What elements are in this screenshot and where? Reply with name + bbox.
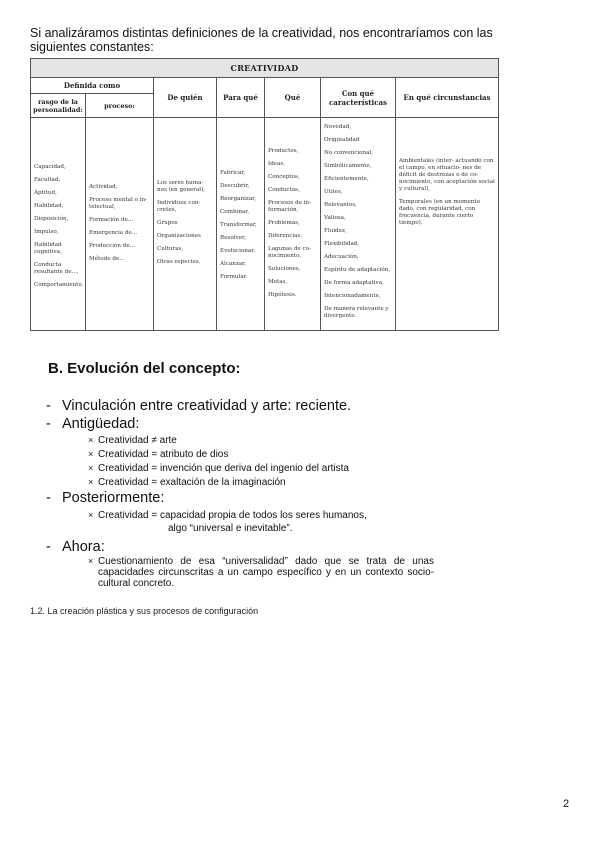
list-item: Impulso, (34, 229, 59, 235)
intro-paragraph: Si analizáramos distintas definiciones de la creatividad, nos encontraríamos con las siguientes constantes: (30, 26, 493, 54)
x-bullet-icon: × (88, 463, 94, 473)
list-item: Conducta resultante de..., (34, 262, 79, 275)
list-item: Los seres huma- nos (en general), (157, 180, 206, 193)
list-item: Espíritu de adaptación, (324, 267, 391, 273)
sub-item: × Creatividad = capacidad propia de todos los seres humanos, (88, 510, 367, 521)
list-item: Formación de... (89, 217, 134, 223)
list-item: Evolucionar, (220, 248, 256, 254)
sub-item: × Cuestionamiento de esa “universalidad” dado que se trata de unas capacidades circunscritas a un campo específico y en un contexto socio-cultural concreto. (88, 556, 434, 589)
point-text: Ahora: (62, 539, 105, 555)
list-item: Intencionadamente, (324, 293, 381, 299)
list-item: Conductas, (268, 187, 300, 193)
list-item: Otras especies. (157, 259, 201, 265)
evolution-point-later (46, 490, 164, 506)
list-item: Metas, (268, 279, 288, 285)
cell-circumstances (396, 118, 499, 331)
point-text: Posteriormente: (62, 490, 165, 506)
list-item: De manera relevante y divergente. (324, 306, 389, 319)
circumstance-environmental: Ambientales (inter- actuando con el campo, en situacio- nes de déficit de destrezas o de co- nocimiento, con aceptación social y cultural), (399, 158, 495, 192)
list-item: Lagunas de co- nocimiento, (268, 246, 311, 259)
list-item: Eficientemente, (324, 176, 369, 182)
list-item: Reorganizar, (220, 196, 256, 202)
evolution-point-now (46, 539, 105, 555)
cell-with-what (321, 118, 396, 331)
list-item: Formular. (220, 274, 248, 280)
creativity-table-image (30, 58, 498, 331)
list-item: Combinar, (220, 209, 250, 215)
list-item: Organizaciones (157, 233, 201, 239)
list-item: Fabricar, (220, 170, 246, 176)
list-item: Aptitud, (34, 190, 57, 196)
list-item: Ideas, (268, 161, 286, 167)
list-item: Relevantes, (324, 202, 357, 208)
list-item: Resolver, (220, 235, 246, 241)
list-item: Producción de... (89, 243, 136, 249)
cell-process (86, 118, 154, 331)
evolution-point-recent (46, 398, 351, 414)
cell-trait (31, 118, 86, 331)
x-bullet-icon: × (88, 435, 94, 445)
list-item: Procesos de in- formación, (268, 200, 312, 213)
list-item: Hipótesis. (268, 292, 297, 298)
list-item: Individuos con- cretos, (157, 200, 201, 213)
subheader-trait: rasgo de la personalidad: (31, 94, 86, 118)
x-bullet-icon: × (88, 449, 94, 459)
cell-what (265, 118, 321, 331)
list-item: Actividad, (89, 184, 118, 190)
list-item: Proceso mental o in- telectual, (89, 197, 148, 210)
list-item: Adecuación, (324, 254, 359, 260)
list-item: Habilidad, (34, 203, 64, 209)
list-item: Culturas, (157, 246, 184, 252)
list-item: No convencional, (324, 150, 374, 156)
point-text: Vinculación entre creatividad y arte: reciente. (62, 398, 352, 414)
header-defined-as: Definida como (31, 78, 154, 94)
list-item: Flexibilidad, (324, 241, 360, 247)
section-title: B. Evolución del concepto: (48, 360, 241, 377)
list-item: Originalidad (324, 137, 360, 143)
header-who: De quién (154, 78, 217, 118)
list-item: Conceptos, (268, 174, 300, 180)
header-what: Qué (265, 78, 321, 118)
list-item: Capacidad, (34, 164, 66, 170)
cell-for-what (217, 118, 265, 331)
list-item: Productos, (268, 148, 299, 154)
circumstance-temporal: Temporales (en un momento dado, con regularidad, con frecuencia, durante cierto tiempo). (399, 199, 480, 226)
list-item: Soluciones, (268, 266, 301, 272)
evolution-point-antiquity (46, 416, 139, 432)
list-item: Problemas, (268, 220, 300, 226)
dash-marker: - (46, 490, 51, 506)
cell-who (154, 118, 217, 331)
point-text: Antigüedad: (62, 416, 140, 432)
list-item: Método de... (89, 256, 125, 262)
x-bullet-icon: × (88, 477, 94, 487)
dash-marker: - (46, 398, 51, 414)
creativity-table (30, 58, 499, 331)
list-item: Emergencia de... (89, 230, 138, 236)
dash-marker: - (46, 539, 51, 555)
section-link[interactable]: 1.2. La creación plástica y sus procesos de configuración (30, 606, 259, 616)
list-item: Descubrir, (220, 183, 250, 189)
header-with-what: Con qué características (321, 78, 396, 118)
subheader-process: proceso: (86, 94, 154, 118)
list-item: Facultad, (34, 177, 61, 183)
header-circumstances: En qué circunstancias (396, 78, 499, 118)
table-title: CREATIVIDAD (31, 59, 499, 78)
list-item: Grupos (157, 220, 178, 226)
list-item: De forma adaptativa, (324, 280, 384, 286)
list-item: Útiles, (324, 189, 343, 195)
list-item: Simbólicamente, (324, 163, 372, 169)
list-item: Alcanzar, (220, 261, 247, 267)
x-bullet-icon: × (88, 556, 94, 566)
dash-marker: - (46, 416, 51, 432)
list-item: Fluidez, (324, 228, 347, 234)
list-item: Comportamiento. (34, 282, 84, 288)
sub-item-continuation: algo “universal e inevitable”. (168, 523, 293, 534)
list-item: Valiosa, (324, 215, 346, 221)
page-number: 2 (563, 798, 570, 810)
list-item: Habilidad cognitiva, (34, 242, 62, 255)
list-item: Novedad, (324, 124, 352, 130)
sub-item: × Creatividad = invención que deriva del ingenio del artista (88, 463, 349, 474)
sub-item: × Creatividad ≠ arte (88, 435, 177, 446)
sub-item: × Creatividad = exaltación de la imaginación (88, 477, 286, 488)
list-item: Transformar, (220, 222, 257, 228)
header-for-what: Para qué (217, 78, 265, 118)
sub-item: × Creatividad = atributo de dios (88, 449, 229, 460)
x-bullet-icon: × (88, 510, 94, 520)
list-item: Disposición, (34, 216, 69, 222)
list-item: Diferencias, (268, 233, 303, 239)
